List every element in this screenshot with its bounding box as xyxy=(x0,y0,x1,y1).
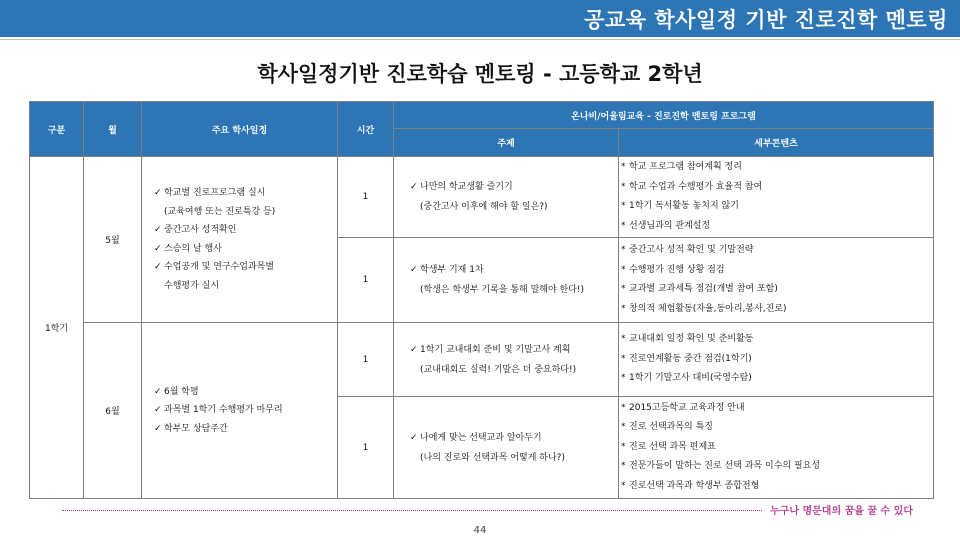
schedule-table xyxy=(29,101,934,499)
bullet-star-icon: * xyxy=(621,162,626,172)
bullet-star-icon: * xyxy=(621,201,626,211)
bullet-star-icon: * xyxy=(621,441,626,452)
topic-cell: ✓ 나에게 맞는 선택교과 알아두기 (나의 진로와 선택과목 어떻게 하나?) xyxy=(394,397,619,499)
details-cell: * 학교 프로그램 참여계획 정리 * 학교 수업과 수행평가 효율적 참여 * 1학기 독서활동 놓치지 않기 * 선생님과의 관계설정 xyxy=(619,157,934,238)
bullet-star-icon: * xyxy=(621,373,626,384)
month-cell-may: 5월 xyxy=(84,157,142,323)
event-item: ✓ 중간고사 성적확인 xyxy=(154,225,237,235)
page-number: 44 xyxy=(473,525,487,536)
event-item: (교육여행 또는 진로특강 등) xyxy=(164,206,276,217)
footer-divider xyxy=(62,510,762,511)
header-details: 세부콘텐츠 xyxy=(619,129,934,157)
event-item: ✓ 학교별 진로프로그램 실시 xyxy=(154,188,266,198)
header-program: 온나비/어울림교육 - 진로진학 멘토링 프로그램 xyxy=(394,102,934,129)
semester-cell: 1학기 xyxy=(30,157,84,499)
check-icon: ✓ xyxy=(410,344,418,355)
bullet-star-icon: * xyxy=(621,220,626,231)
bullet-star-icon: * xyxy=(621,422,626,433)
month-cell-june: 6월 xyxy=(84,323,142,499)
header-month: 월 xyxy=(84,102,142,157)
details-cell: * 중간고사 성적 확인 및 기말전략 * 수행평가 진행 상황 점검 * 교과별 교과세특 점검(개별 참여 포함) * 창의적 체험활동(자율,동아리,봉사,진로) xyxy=(619,238,934,323)
event-item: 수행평가 실시 xyxy=(164,280,220,291)
brand-title: 공교육 학사일정 기반 진로진학 멘토링 xyxy=(584,8,948,32)
bullet-star-icon: * xyxy=(621,334,626,345)
event-item: ✓ 수업공개 및 연구수업과목별 xyxy=(154,262,275,272)
event-item: ✓ 과목별 1학기 수행평가 마무리 xyxy=(154,405,283,416)
top-banner xyxy=(0,0,960,37)
header-events: 주요 학사일정 xyxy=(142,102,338,157)
check-icon: ✓ xyxy=(410,182,418,192)
header-category: 구분 xyxy=(30,102,84,157)
footer-slogan: 누구나 명문대의 꿈을 꿀 수 있다 xyxy=(770,506,913,517)
event-item: ✓ 학부모 상담주간 xyxy=(154,423,228,434)
bullet-star-icon: * xyxy=(621,181,626,192)
topic-cell: ✓ 나만의 학교생활 즐기기 (중간고사 이후에 해야 할 일은?) xyxy=(394,157,619,238)
bullet-star-icon: * xyxy=(621,284,626,294)
header-divider xyxy=(0,39,960,40)
page-title: 학사일정기반 진로학습 멘토링 - 고등학교 2학년 xyxy=(257,62,703,86)
details-cell: * 2015고등학교 교육과정 안내 * 진로 선택과목의 특징 * 진로 선택 과목 편제표 * 전문가들이 말하는 진로 선택 과목 이수의 필요성 * 진로선택 과목과 학생부 종합전형 xyxy=(619,397,934,499)
header-hours: 시간 xyxy=(338,102,394,157)
header-topic: 주제 xyxy=(394,129,619,157)
bullet-star-icon: * xyxy=(621,480,626,491)
topic-cell: ✓ 학생부 기재 1차 (학생은 학생부 기록을 통해 말해야 한다!) xyxy=(394,238,619,323)
events-cell-june xyxy=(142,323,338,499)
events-cell-may xyxy=(142,157,338,323)
hours-cell: 1 xyxy=(338,397,394,499)
bullet-star-icon: * xyxy=(621,402,626,413)
check-icon: ✓ xyxy=(410,432,418,443)
bullet-star-icon: * xyxy=(621,245,626,255)
bullet-star-icon: * xyxy=(621,353,626,364)
check-icon: ✓ xyxy=(410,265,418,275)
event-item: ✓ 스승의 날 행사 xyxy=(154,243,222,254)
hours-cell: 1 xyxy=(338,323,394,397)
topic-cell: ✓ 1학기 교내대회 준비 및 기말고사 계획 (교내대회도 실력! 기말은 더 중요하다!) xyxy=(394,323,619,397)
hours-cell: 1 xyxy=(338,238,394,323)
bullet-star-icon: * xyxy=(621,461,626,472)
event-item: ✓ 6월 학평 xyxy=(154,386,199,397)
bullet-star-icon: * xyxy=(621,264,626,275)
details-cell: * 교내대회 일정 확인 및 준비활동 * 진로연계활동 중간 점검(1학기) * 1학기 기말고사 대비(국영수탐) xyxy=(619,323,934,397)
bullet-star-icon: * xyxy=(621,303,626,314)
hours-cell: 1 xyxy=(338,157,394,238)
